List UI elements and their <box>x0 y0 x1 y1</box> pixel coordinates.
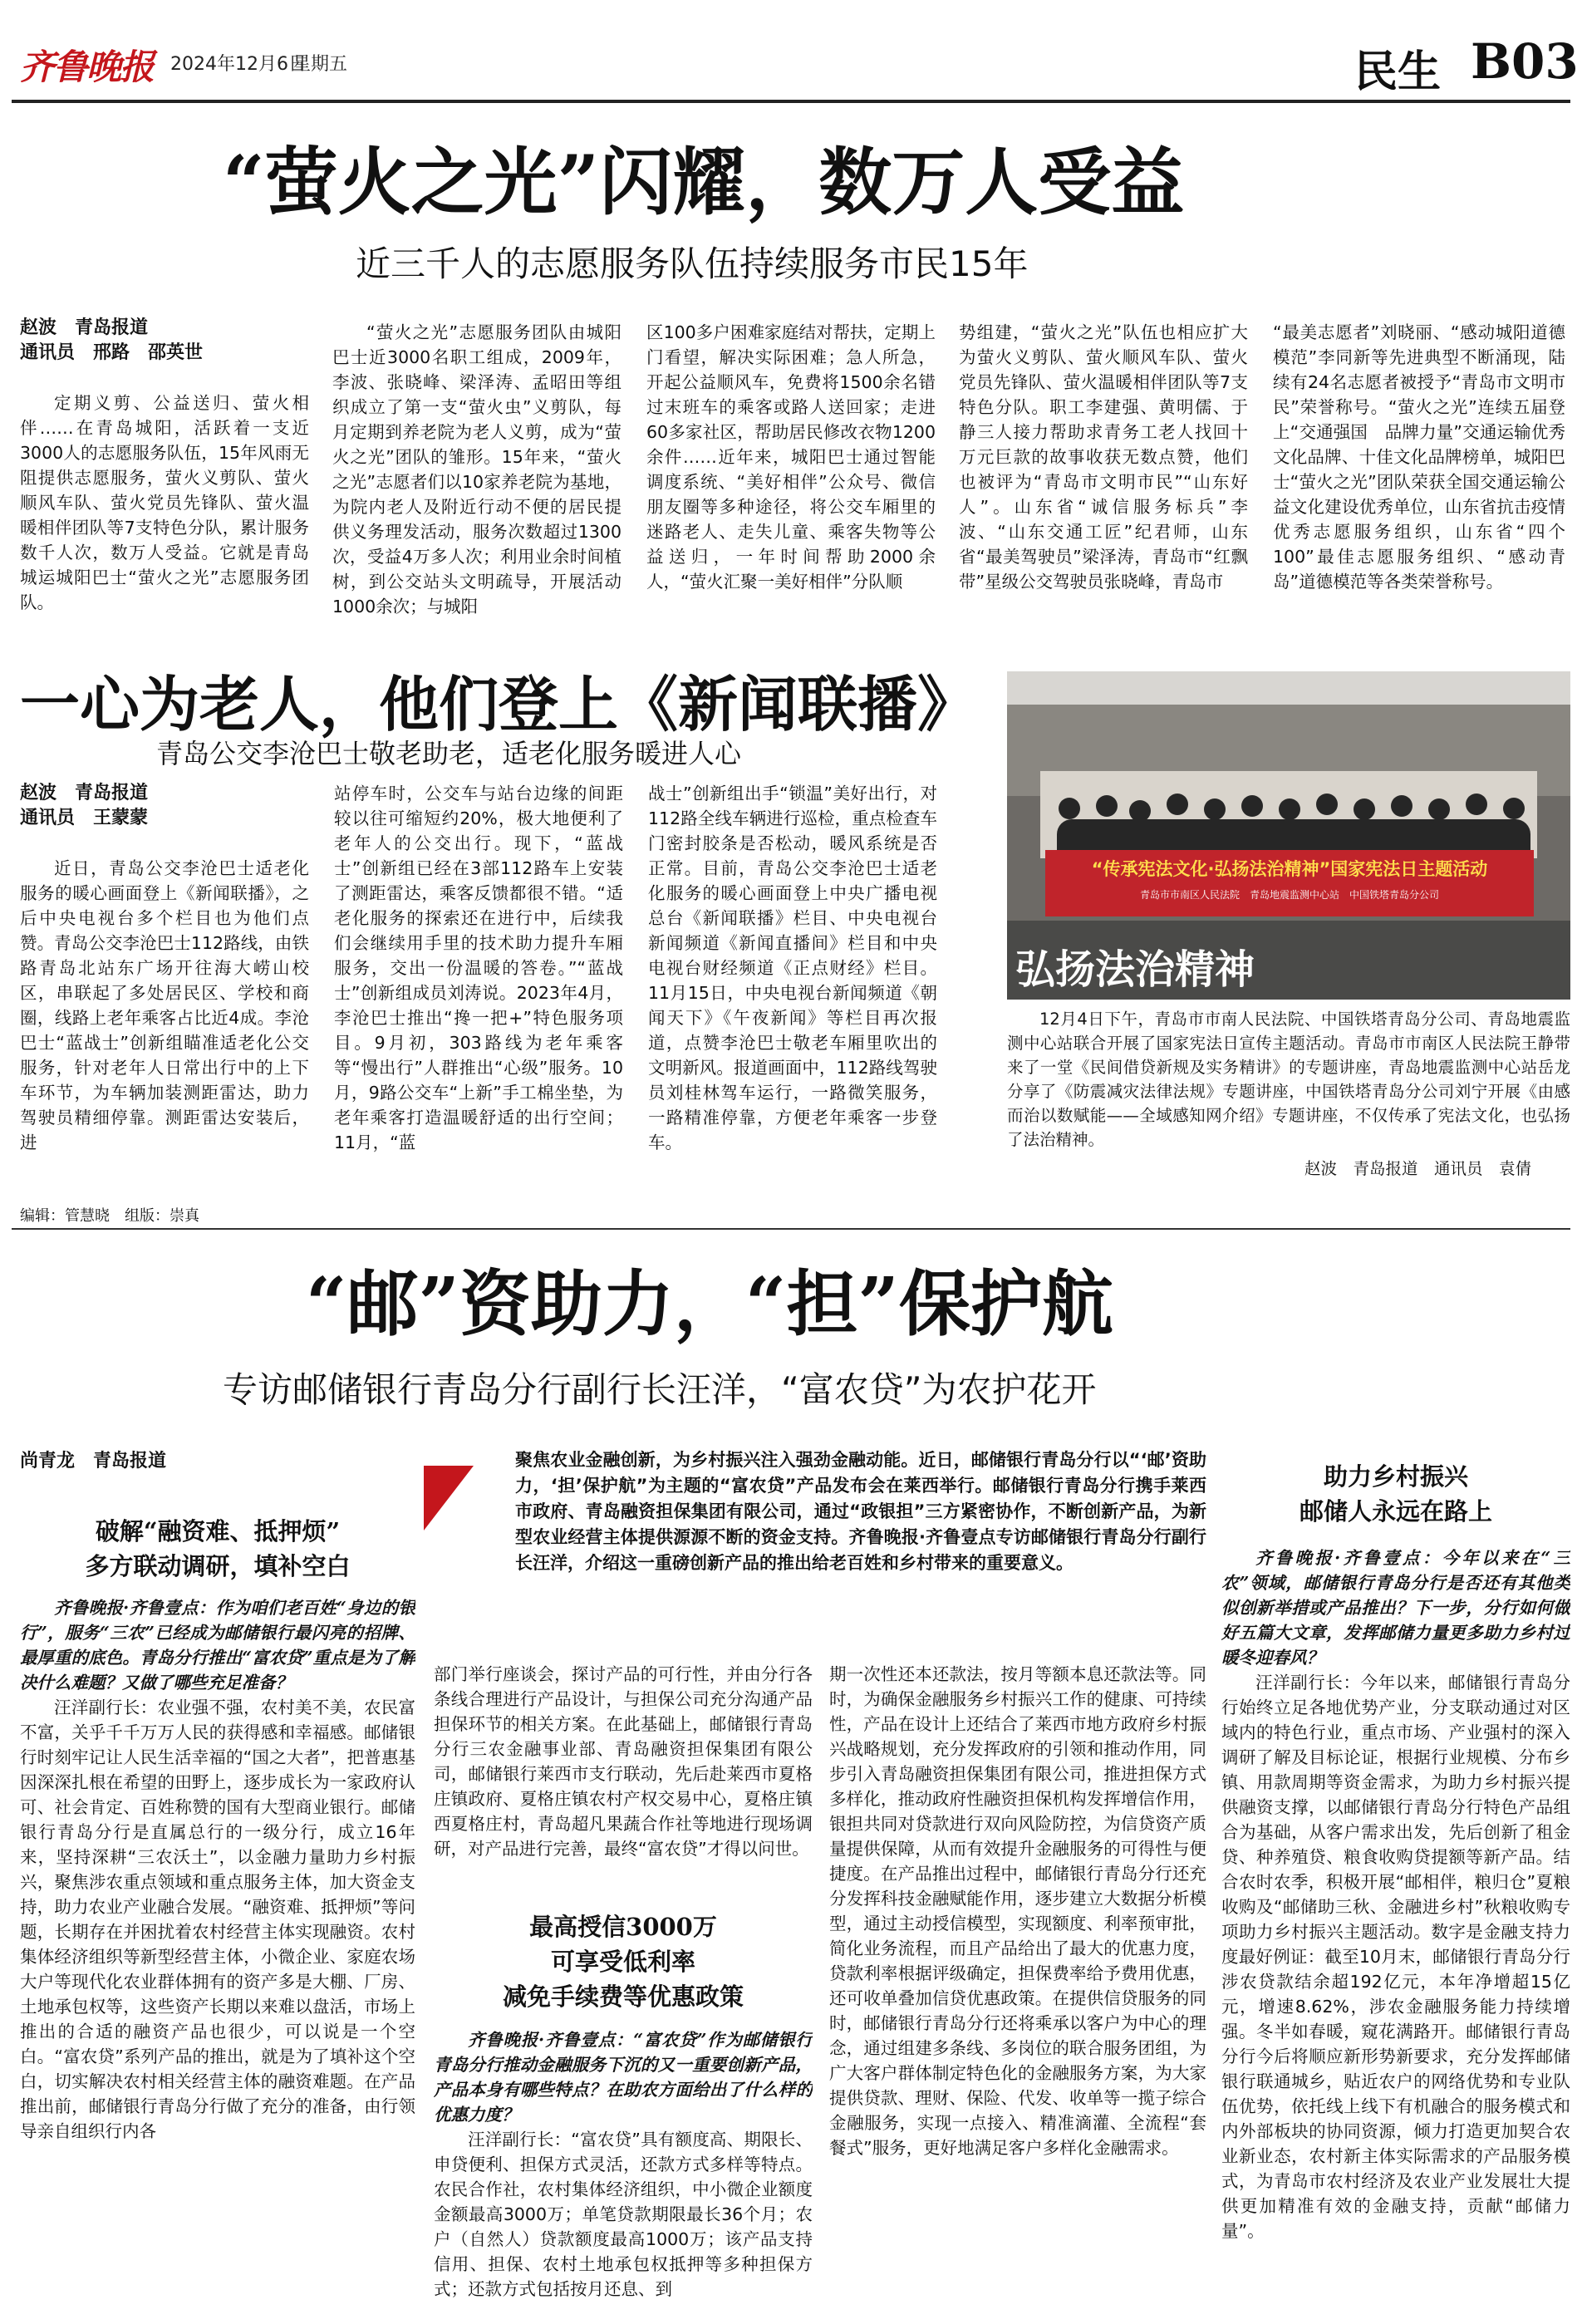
story2-column-3: 战士”创新组出手“锁温”美好出行，对112路全线车辆进行巡检，重点检查车门密封胶条是否松动，暖风系统是否正常。目前，青岛公交李沧巴士适老化服务的暖心画面登上中央广播电视总台《新闻联播》栏目、中央电视台新闻频道《新闻直播间》栏目和中央电视台财经频道《正点财经》栏目。11月15日，中央电视台新闻频道《朝闻天下》《午夜新闻》等栏目再次报道，点赞李沧巴士敬老车厢里吹出的文明新风。报道画面中，112路线驾驶员刘桂林驾车运行，一路微笑服务，一路精准停靠，方便老年乘客一步登车。 <box>648 784 937 1152</box>
story3-title: “邮”资助力，“担”保护航 <box>306 1262 1113 1346</box>
editor-line: 编辑：管慧晓 组版：崇真 <box>20 1207 199 1225</box>
story1-column-2: “萤火之光”志愿服务团队由城阳巴士近3000名职工组成，2009年，李波、张晓峰、梁泽涛、孟昭田等组织成立了第一支“萤火虫”义剪队，每月定期到养老院为老人义剪，成为“萤火之光”团队的雏形。15年来，“萤火之光”志愿者们以10家养老院为基地，为院内老人及附近行动不便的居民提供义务理发活动，服务次数超过1300次，受益4万多人次；利用业余时间植树，到公交站头文明疏导，开展活动1000余次；与城阳 <box>332 322 622 617</box>
story3-byline: 尚青龙 青岛报道 <box>20 1451 167 1472</box>
story3-subhead-a: 破解“融资难、抵押烦” 多方联动调研，填补空白 <box>85 1517 351 1580</box>
story1-column-5: “最美志愿者”刘晓丽、“感动城阳道德模范”李同新等先进典型不断涌现，陆续有24名志愿者被授予“青岛市文明市民”荣誉称号。“萤火之光”连续五届登上“交通强国 品牌力量”交通运输优秀文化品牌、十佳文化品牌榜单，城阳巴士“萤火之光”团队荣获全国交通运输公益文化建设优秀单位，山东省抗击疫情优秀志愿服务组织，山东省“四个100”最佳志愿服务组织、“感动青岛”道德模范等各类荣誉称号。 <box>1273 322 1565 592</box>
story3-column-4 <box>1221 1545 1570 2318</box>
story2-column-1: 近日，青岛公交李沧巴士适老化服务的暖心画面登上《新闻联播》，之后中央电视台多个栏目也为他们点赞。青岛公交李沧巴士112路线，由铁路青岛北站东广场开往海大崂山校区，串联起了多处居民区、学校和商圈，线路上老年乘客占比近4成。李沧巴士“蓝战士”创新组瞄准适老化公交服务，针对老年人日常出行中的上下车环节，为车辆加装测距雷达，助力驾驶员精细停靠。测距雷达安装后，进 <box>20 858 309 1152</box>
answer-3: 汪洋副行长：今年以来，邮储银行青岛分行始终立足各地优势产业，分支联动通过对区域内的特色行业，重点市场、产业强村的深入调研了解及目标论证，根据行业规模、分布乡镇、用款周期等资金需求，为助力乡村振兴提供融资支撑，以邮储银行青岛分行特色产品组合为基础，从客户需求出发，先后创新了租金贷、种养殖贷、粮食收购贷提额等新产品。结合农时农季，积极开展“邮相伴，粮归仓”夏粮收购及“邮储助三秋、金融进乡村”秋粮收购专项助力乡村振兴主题活动。数字是金融支持力度最好例证：截至10月末，邮储银行青岛分行涉农贷款结余超192亿元，本年净增超15亿元，增速8.62%，涉农金融服务能力持续增强。冬半如春暖，窥花满路开。邮储银行青岛分行今后将顺应新形势新要求，充分发挥邮储银行联通城乡，贴近农户的网络优势和专业队伍优势，依托线上线下有机融合的服务模式和内外部板块的协同资源，倾力打造更加契合农业新业态，农村新主体实际需求的产品服务模式，为青岛市农村经济及农业产业发展壮大提供更加精准有效的金融支持，贡献“邮储力量”。 <box>1221 1673 1570 2241</box>
story3-column-2b <box>434 2027 813 2318</box>
answer-1: 汪洋副行长：农业强不强，农村美不美，农民富不富，关乎千千万万人民的获得感和幸福感。邮储银行时刻牢记让人民生活幸福的“国之大者”，把普惠基因深深扎根在希望的田野上，逐步成长为一家政府认可、社会肯定、百姓称赞的国有大型商业银行。邮储银行青岛分行是直属总行的一级分行，成立16年来，坚持深耕“三农沃土”，以金融力量助力乡村振兴，聚焦涉农重点领域和重点服务主体，加大资金支持，助力农业产业融合发展。“融资难、抵押烦”等问题，长期存在并困扰着农村经营主体实现融资。农村集体经济组织等新型经营主体，小微企业、家庭农场大户等现代化农业群体拥有的资产多是大棚、厂房、土地承包权等，这些资产长期以来难以盘活，市场上推出的合适的融资产品也很少，可以说是一个空白。“富农贷”系列产品的推出，就是为了填补这个空白，切实解决农村相关经营主体的融资难题。在产品推出前，邮储银行青岛分行做了充分的准备，由行领导亲自组织行内各 <box>20 1698 415 2141</box>
story1-byline <box>20 316 269 366</box>
story2-byline-reporter: 赵波 青岛报道 <box>20 783 149 803</box>
story3-subhead-b: 最高授信3000万 可享受低利率 减免手续费等优惠政策 <box>502 1913 744 2011</box>
story1-column-3: 区100多户困难家庭结对帮扶，定期上门看望，解决实际困难；急人所急，开起公益顺风车，免费将1500余名错过末班车的乘客或路人送回家；走进60多家社区，帮助居民修改衣物1200余件……近年来，城阳巴士通过智能调度系统、“美好相伴”公众号、微信朋友圈等多种途径，将公交车厢里的迷路老人、走失儿童、乘客失物等公益送归，一年时间帮助2000余人，“萤火汇聚一美好相伴”分队顺 <box>646 322 936 592</box>
photo-credit: 赵波 青岛报道 通讯员 袁倩 <box>1304 1159 1532 1178</box>
story1-title: “萤火之光”闪耀，数万人受益 <box>223 139 1185 225</box>
story3-subtitle: 专访邮储银行青岛分行副行长汪洋，“富农贷”为农护花开 <box>223 1369 1097 1410</box>
story3-column-2: 部门举行座谈会，探讨产品的可行性，并由分行各条线合理进行产品设计，与担保公司充分沟通产品担保环节的相关方案。在此基础上，邮储银行青岛分行三农金融事业部、青岛融资担保集团有限公司，邮储银行莱西市支行联动，先后赴莱西市夏格庄镇政府、夏格庄镇农村产权交易中心，夏格庄镇西夏格庄村，青岛超凡果蔬合作社等地进行现场调研，对产品进行完善，最终“富农贷”才得以问世。 <box>434 1664 813 1859</box>
photo-overlay-title: 弘扬法治精神 <box>1015 946 1255 993</box>
red-corner-accent <box>424 1466 507 1530</box>
story3-column-3: 期一次性还本还款法，按月等额本息还款法等。同时，为确保金融服务乡村振兴工作的健康、可持续性，产品在设计上还结合了莱西市地方政府乡村振兴战略规划，充分发挥政府的引领和推动作用，同步引入青岛融资担保集团有限公司，推进担保方式多样化，推动政府性融资担保机构发挥增信作用，银担共同对贷款进行双向风险防控，为信贷资产质量提供保障，从而有效提升金融服务的可得性与便捷度。在产品推出过程中，邮储银行青岛分行还充分发挥科技金融赋能作用，逐步建立大数据分析模型，通过主动授信模型，实现额度、利率预审批，简化业务流程，而且产品给出了最大的优惠力度，贷款利率根据评级确定，担保费率给予费用优惠，还可收单叠加信贷优惠政策。在提供信贷服务的同时，邮储银行青岛分行还将乘承以客户为中心的理念，通过组建多条线、多岗位的联合服务团组，为广大客户群体制定特色化的金融服务方案，为大家提供贷款、理财、保险、代发、收单等一揽子综合金融服务，实现一点接入、精准滴灌、全流程“套餐式”服务，更好地满足客户多样化金融需求。 <box>829 1664 1206 2158</box>
story2-subtitle: 青岛公交李沧巴士敬老助老，适老化服务暖进人心 <box>156 738 742 769</box>
story2-title: 一心为老人，他们登上《新闻联播》 <box>20 669 978 739</box>
page-number: B03 <box>1471 33 1579 90</box>
issue-date: 2024年12月6日 <box>170 54 307 75</box>
story1-column-4: 势组建，“萤火之光”队伍也相应扩大为萤火义剪队、萤火顺风车队、萤火党员先锋队、萤火温暖相伴团队等7支特色分队。职工李建强、黄明儒、于静三人接力帮助求青务工老人找回十万元巨款的故事收获无数点赞，他们也被评为“青岛市文明市民”“山东好人”。山东省“诚信服务标兵”李波、“山东交通工匠”纪君师，山东省“最美驾驶员”梁泽涛，青岛市“红飘带”星级公交驾驶员张晓峰，青岛市 <box>959 322 1248 592</box>
issue-weekday: 星期五 <box>292 54 348 75</box>
story2-byline-correspondent: 通讯员 王蒙蒙 <box>20 808 149 828</box>
story3-subhead-c: 助力乡村振兴 邮储人永远在路上 <box>1299 1462 1492 1526</box>
story1-subtitle: 近三千人的志愿服务队伍持续服务市民15年 <box>356 243 1029 284</box>
story1-byline-reporter: 赵波 青岛报道 <box>20 317 149 338</box>
story3-intro: 聚焦农业金融创新，为乡村振兴注入强劲金融动能。近日，邮储银行青岛分行以“‘邮’资助力，‘担’保护航”为主题的“富农贷”产品发布会在莱西举行。邮储银行青岛分行携手莱西市政府、青岛融资担保集团有限公司，通过“政银担”三方紧密协作，不断创新产品，为新型农业经营主体提供源源不断的资金支持。齐鲁晚报·齐鲁壹点专访邮储银行青岛分行副行长汪洋，介绍这一重磅创新产品的推出给老百姓和乡村带来的重要意义。 <box>515 1450 1206 1573</box>
newspaper-logo: 齐鲁晚报 <box>20 47 154 87</box>
answer-2: 汪洋副行长：“富农贷”具有额度高、期限长、申贷便利、担保方式灵活，还款方式多样等特点。农民合作社，农村集体经济组织，中小微企业额度金额最高3000万；单笔贷款期限最长36个月；农户（自然人）贷款额度最高1000万；该产品支持信用、担保、农村土地承包权抵押等多种担保方式；还款方式包括按月还息、到 <box>434 2130 813 2299</box>
question-2: 齐鲁晚报·齐鲁壹点：“富农贷”作为邮储银行青岛分行推动金融服务下沉的又一重要创新产品，产品本身有哪些特点？在助农方面给出了什么样的优惠力度？ <box>434 2030 813 2125</box>
story1-byline-correspondent: 通讯员 邢路 邵英世 <box>20 342 204 363</box>
section-name: 民生 <box>1354 47 1442 97</box>
story1-column-1: 定期义剪、公益送归、萤火相伴……在青岛城阳，活跃着一支近3000人的志愿服务队伍，15年风雨无阻提供志愿服务，萤火义剪队、萤火顺风车队、萤火党员先锋队、萤火温暖相伴团队等7支特色分队，累计服务数千人次，数万人受益。它就是青岛城运城阳巴士“萤火之光”志愿服务团队。 <box>20 393 309 612</box>
question-3: 齐鲁晚报·齐鲁壹点：今年以来在“三农”领域，邮储银行青岛分行是否还有其他类似创新举措或产品推出？下一步，分行如何做好五篇大文章，发挥邮储力量更多助力乡村过暖冬迎春风？ <box>1221 1548 1570 1668</box>
masthead <box>0 0 1582 108</box>
story2-column-2: 站停车时，公交车与站台边缘的间距较以往可缩短约20%，极大地便利了老年人的公交出行。现下，“蓝战士”创新组已经在3部112路车上安装了测距雷达，乘客反馈都很不错。“适老化服务的探索还在进行中，后续我们会继续用手里的技术助力提升车厢服务，交出一份温暖的答卷。”“蓝战士”创新组成员刘涛说。2023年4月，李沧巴士推出“搀一把+”特色服务项目。9月初，303路线为老年乘客等“慢出行”人群推出“心级”服务。10月，9路公交车“上新”手工棉坐垫，为老年乘客打造温暖舒适的出行空间；11月，“蓝 <box>334 784 623 1152</box>
photo-caption: 12月4日下午，青岛市市南人民法院、中国铁塔青岛分公司、青岛地震监测中心站联合开展了国家宪法日宣传主题活动。青岛市市南区人民法院王静带来了一堂《民间借贷新规及实务精讲》的专题讲座，青岛地震监测中心站岳龙分享了《防震减灾法律法规》专题讲座，中国铁塔青岛分公司刘宁开展《由感而治以数赋能——全域感知网介绍》专题讲座，不仅传承了宪法文化，也弘扬了法治精神。 <box>1007 1010 1570 1149</box>
question-1: 齐鲁晚报·齐鲁壹点：作为咱们老百姓“身边的银行”，服务“三农”已经成为邮储银行最闪亮的招牌、最厚重的底色。青岛分行推出“富农贷”重点是为了解决什么难题？又做了哪些充足准备？ <box>20 1598 415 1693</box>
photo-banner-organizers: 青岛市市南区人民法院 青岛地震监测中心站 中国铁塔青岛分公司 <box>1139 889 1439 901</box>
masthead-rule <box>12 100 1570 103</box>
photo-banner-text: “传承宪法文化·弘扬法治精神”国家宪法日主题活动 <box>1091 859 1488 879</box>
section-divider <box>12 1228 1570 1230</box>
news-photo <box>1007 671 1570 1000</box>
story2-byline <box>20 781 269 831</box>
story3-column-1 <box>20 1595 415 2318</box>
